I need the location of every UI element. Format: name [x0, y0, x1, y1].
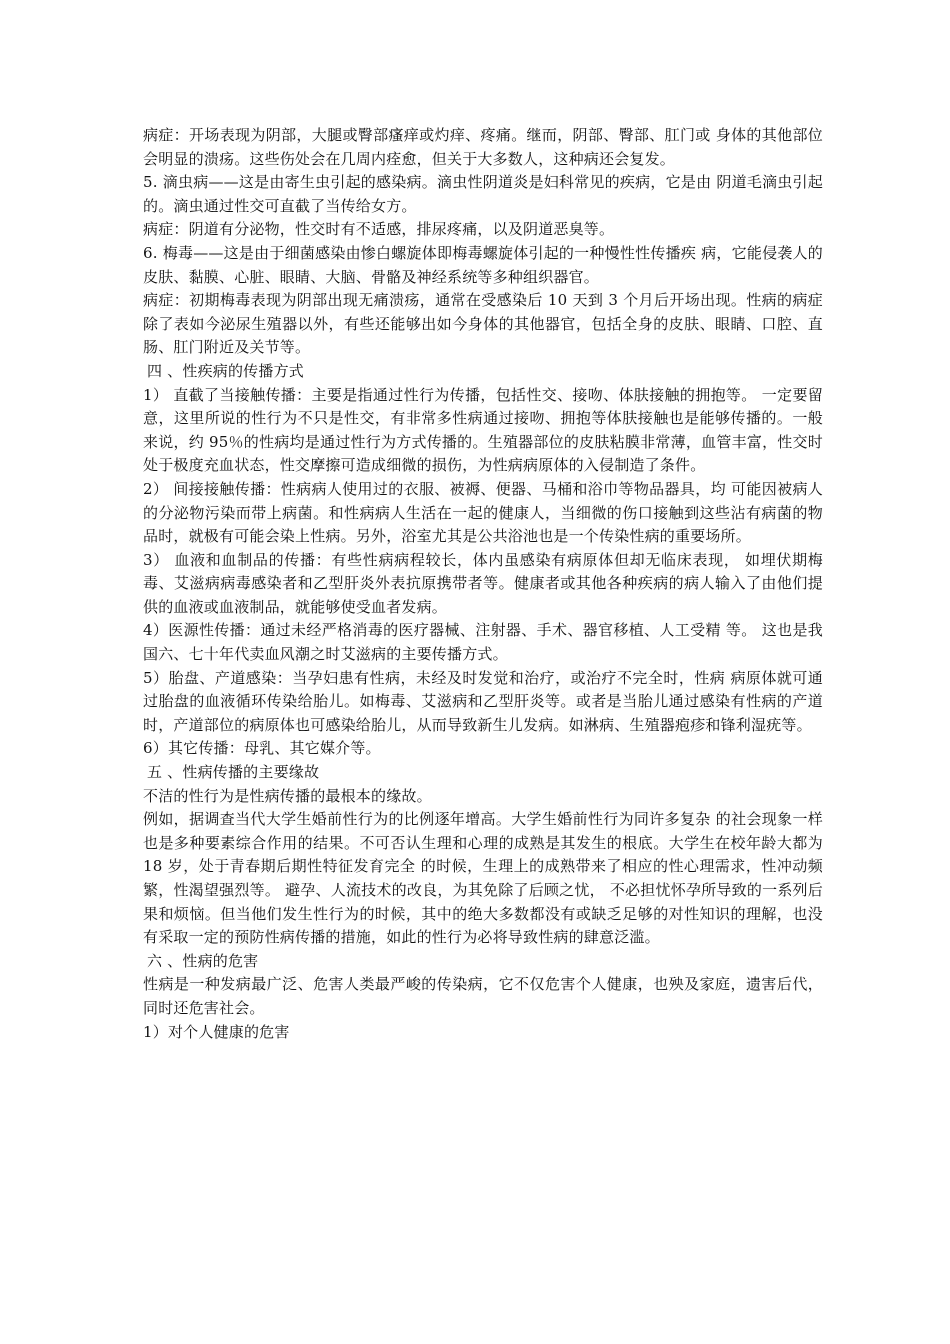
paragraph-blood-transmission: 3） 血液和血制品的传播：有些性病病程较长，体内虽感染有病原体但却无临床表现， 如埋伏期梅毒、艾滋病病毒感染者和乙型肝炎外表抗原携带者等。健康者或其他各种疾病的病人输入了由他们提供的血液或血液制品，就能够使受血者发病。 — [143, 550, 823, 616]
paragraph-indirect-contact: 2） 间接接触传播：性病病人使用过的衣服、被褥、便器、马桶和浴巾等物品器具，均 可能因被病人的分泌物污染而带上病菌。和性病病人生活在一起的健康人，当细微的伤口接触到这些沾有病菌的物品时，就极有可能会染上性病。另外，浴室尤其是公共浴池也是一个传染性病的重要场所。 — [143, 479, 823, 546]
paragraph-syphilis: 6. 梅毒——这是由于细菌感染由惨白螺旋体即梅毒螺旋体引起的一种慢性性传播疾 病，它能侵袭人的皮肤、黏膜、心脏、眼睛、大脑、骨骼及神经系统等多种组织器官。 — [143, 243, 823, 286]
paragraph-other-transmission: 6）其它传播：母乳、其它媒介等。 — [143, 739, 381, 758]
paragraph-trichomoniasis: 5. 滴虫病——这是由寄生虫引起的感染病。滴虫性阴道炎是妇科常见的疾病，它是由 阴道毛滴虫引起的。滴虫通过性交可直截了当传给女方。 — [143, 173, 823, 215]
paragraph-harms-intro: 性病是一种发病最广泛、危害人类最严峻的传染病，它不仅危害个人健康，也殃及家庭，遗害后代，同时还危害社会。 — [143, 975, 823, 1017]
section-heading-harms: 六 、性病的危害 — [147, 951, 259, 970]
paragraph-root-cause: 不洁的性行为是性病传播的最根本的缘故。 — [143, 786, 432, 805]
paragraph-symptoms-herpes: 病症：开场表现为阴部，大腿或臀部瘙痒或灼痒、疼痛。继而，阴部、臀部、肛门或 身体的其他部位会明显的溃疡。这些伤处会在几周内痊愈，但关于大多数人，这种病还会复发。 — [143, 126, 823, 168]
paragraph-direct-contact: 1） 直截了当接触传播：主要是指通过性行为传播，包括性交、接吻、体肤接触的拥抱等。 一定要留意，这里所说的性行为不只是性交，有非常多性病通过接吻、拥抱等体肤接触也是能够传播的。一般来说，约 95％的性病均是通过性行为方式传播的。生殖器部位的皮肤粘膜非常薄，血管丰富，性交时处于极度充血状态，性交摩擦可造成细微的损伤，为性病病原体的入侵制造了条件。 — [143, 385, 823, 475]
section-heading-transmission: 四 、性疾病的传播方式 — [147, 361, 304, 380]
paragraph-example-students: 例如，据调查当代大学生婚前性行为的比例逐年增高。大学生婚前性行为同许多复杂 的社会现象一样也是多种要素综合作用的结果。不可否认生理和心理的成熟是其发生的根底。大学生在校年龄大都为 18 岁，处于青春期后期性特征发育完全 的时候，生理上的成熟带来了相应的性心理需求，性冲动频繁，性渴望强烈等。 避孕、人流技术的改良，为其免除了后顾之忧， 不必担忧怀孕所导致的一系列后果和烦恼。但当他们发生性行为的时候，其中的绝大多数都没有或缺乏足够的对性知识的理解，也没有采取一定的预防性病传播的措施，如此的性行为必将导致性病的肆意泛滥。 — [143, 810, 823, 947]
paragraph-symptoms-syphilis: 病症：初期梅毒表现为阴部出现无痛溃疡，通常在受感染后 10 天到 3 个月后开场出现。性病的病症除了表如今泌尿生殖器以外，有些还能够出如今身体的其他器官，包括全身的皮肤、眼睛、口腔、直肠、肛门附近及关节等。 — [143, 291, 823, 357]
paragraph-iatrogenic: 4）医源性传播：通过未经严格消毒的医疗器械、注射器、手术、器官移植、人工受精 等。 这也是我国六、七十年代卖血风潮之时艾滋病的主要传播方式。 — [143, 621, 823, 664]
document-body — [143, 124, 823, 1044]
section-heading-causes: 五 、性病传播的主要缘故 — [147, 763, 320, 782]
paragraph-placenta: 5）胎盘、产道感染：当孕妇患有性病，未经及时发觉和治疗，或治疗不完全时，性病 病原体就可通过胎盘的血液循环传染给胎儿。如梅毒、艾滋病和乙型肝炎等。或者是当胎儿通过感染有性病的产道时，产道部位的病原体也可感染给胎儿，从而导致新生儿发病。如淋病、生殖器疱疹和锋利湿疣等。 — [143, 668, 823, 734]
paragraph-symptoms-trichomoniasis: 病症：阴道有分泌物，性交时有不适感，排尿疼痛，以及阴道恶臭等。 — [143, 220, 615, 239]
paragraph-harm-personal: 1）对个人健康的危害 — [143, 1022, 290, 1041]
